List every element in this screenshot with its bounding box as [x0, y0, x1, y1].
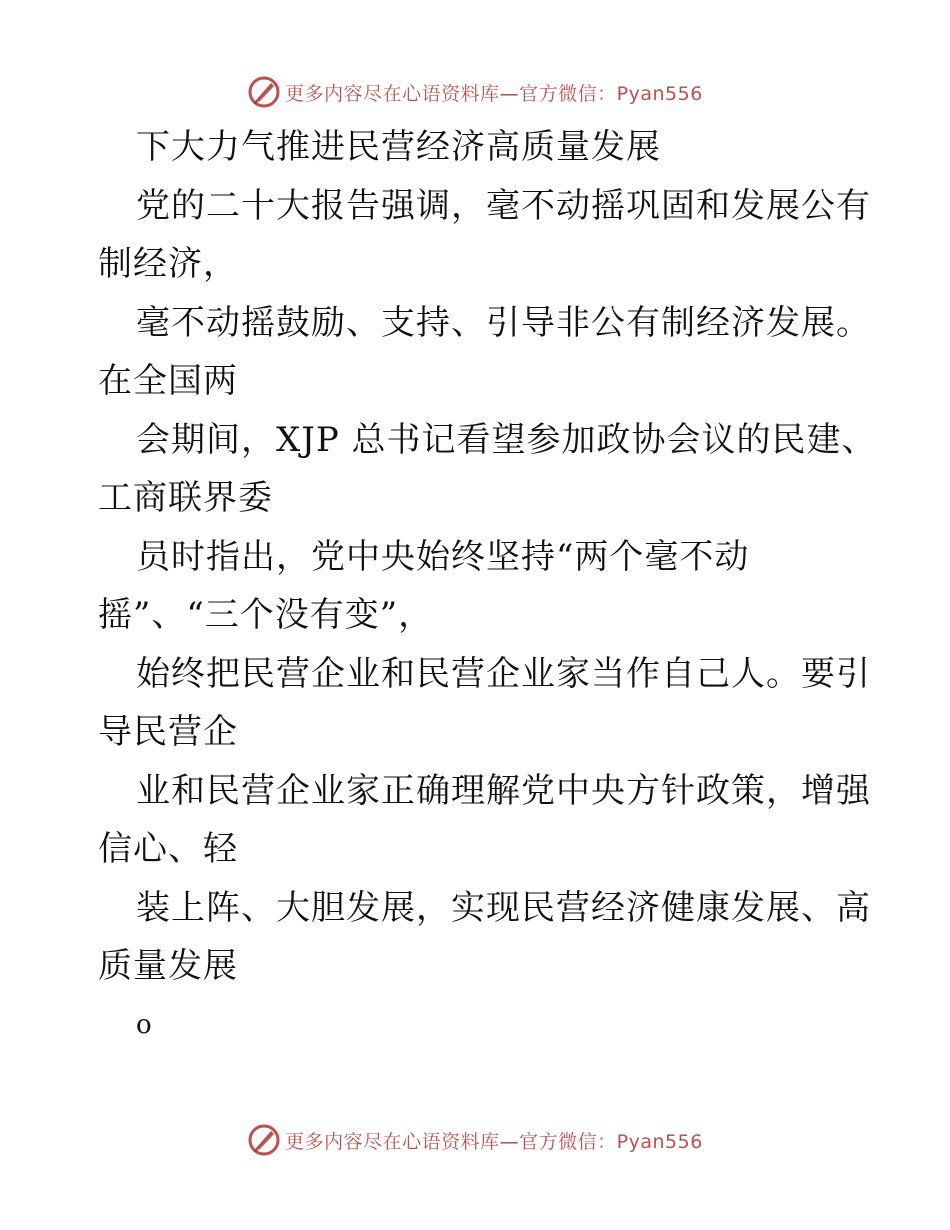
footer-separator: —: [499, 1130, 520, 1153]
footer-contact-text: 官方微信：Pyan556: [519, 1130, 703, 1153]
document-line: 制经济，: [98, 244, 238, 284]
header-banner-text: [285, 79, 703, 106]
header-contact-text: 官方微信：Pyan556: [519, 82, 703, 105]
document-line: 装上阵、大胆发展，实现民营经济健康发展、高: [136, 887, 871, 928]
header-brand-text: 更多内容尽在心语资料库: [285, 82, 500, 105]
quill-pen-icon: [247, 75, 281, 109]
document-line: 工商联界委: [98, 478, 273, 518]
document-line: o: [136, 1009, 153, 1040]
document-line: 质量发展: [98, 946, 238, 986]
document-line: 毫不动摇鼓励、支持、引导非公有制经济发展。: [136, 302, 871, 343]
document-line: 会期间，XJP 总书记看望参加政协会议的民建、: [136, 419, 877, 460]
document-line: 下大力气推进民营经济高质量发展: [136, 127, 661, 167]
document-line: 在全国两: [98, 361, 238, 401]
document-body: [98, 118, 877, 1054]
document-line: 业和民营企业家正确理解党中央方针政策，增强: [136, 770, 871, 811]
document-line: 始终把民营企业和民营企业家当作自己人。要引: [136, 653, 871, 694]
quill-pen-icon: [247, 1123, 281, 1157]
footer-banner: [0, 1120, 950, 1160]
document-line: 员时指出，党中央始终坚持“两个毫不动: [136, 536, 750, 577]
document-line: 摇”、“三个没有变”，: [98, 595, 434, 635]
footer-brand-text: 更多内容尽在心语资料库: [285, 1130, 500, 1153]
header-separator: —: [499, 82, 520, 105]
header-banner: [0, 72, 950, 112]
document-line: 信心、轻: [98, 829, 238, 869]
footer-banner-text: [285, 1127, 703, 1154]
document-line: 导民营企: [98, 712, 238, 752]
document-line: 党的二十大报告强调，毫不动摇巩固和发展公有: [136, 185, 871, 226]
